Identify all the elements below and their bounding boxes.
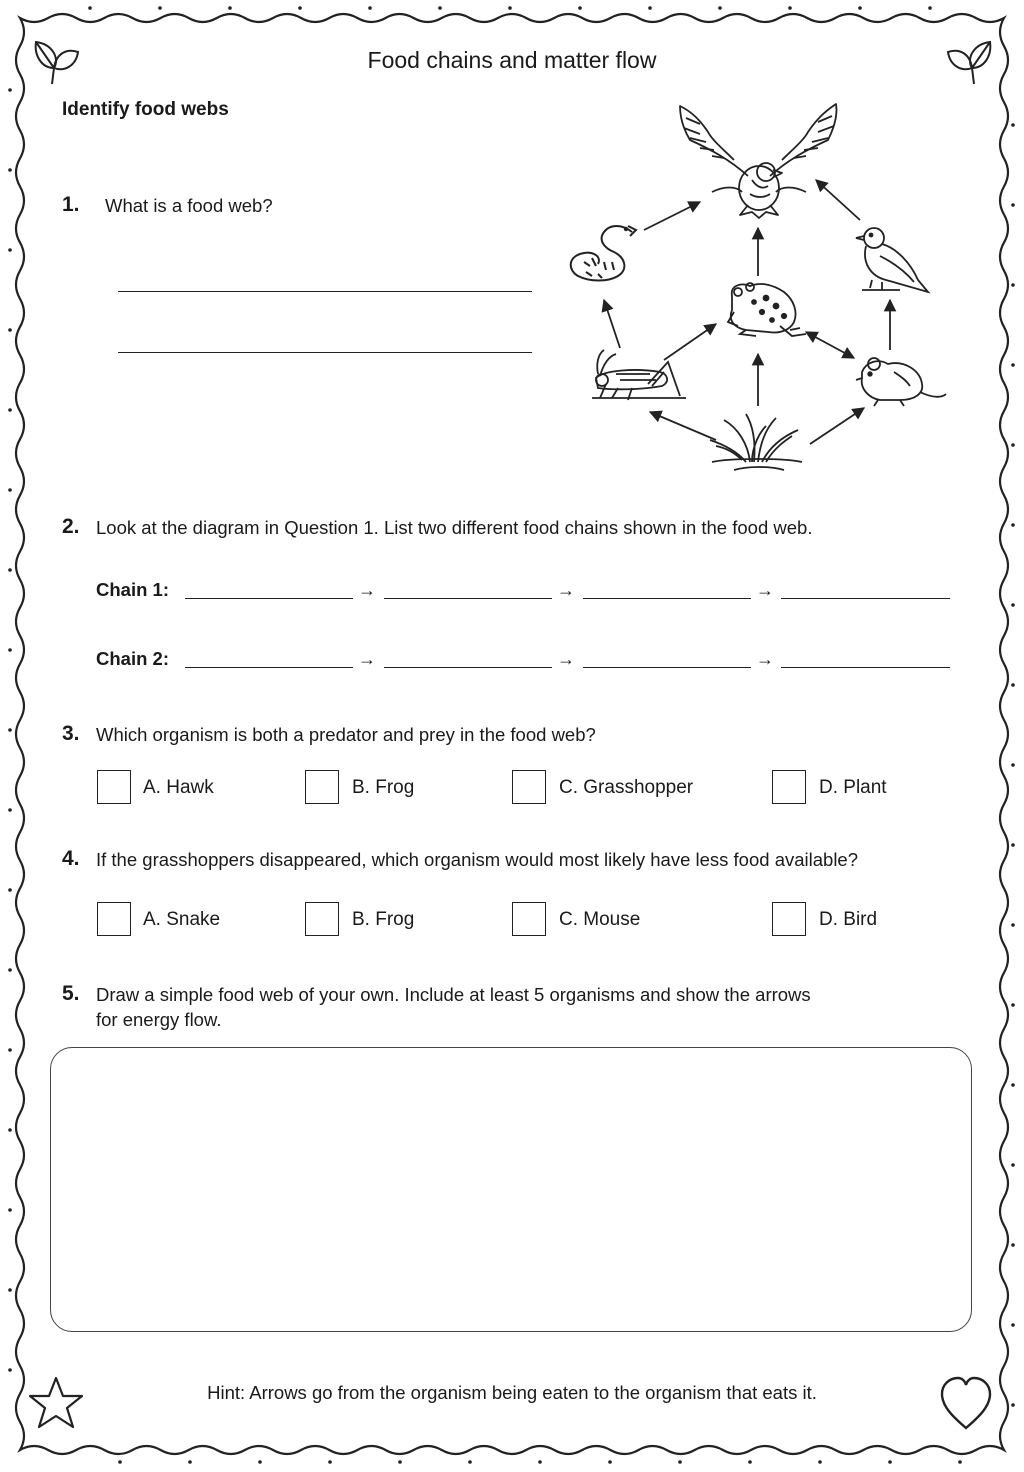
border-dot xyxy=(158,6,162,10)
question-4-text: If the grasshoppers disappeared, which organism would most likely have less food available? xyxy=(96,849,859,870)
border-dot xyxy=(1011,1243,1015,1247)
chain-1-blank[interactable] xyxy=(583,598,751,599)
border-dot xyxy=(1011,363,1015,367)
arrow-icon: → xyxy=(756,580,774,600)
border-dot xyxy=(718,6,722,10)
border-dot xyxy=(258,1460,262,1464)
option-checkbox[interactable] xyxy=(97,770,131,804)
option-checkbox[interactable] xyxy=(512,770,546,804)
border-dot xyxy=(188,1460,192,1464)
border-dot xyxy=(328,1460,332,1464)
border-dot xyxy=(1011,203,1015,207)
border-dot xyxy=(1011,523,1015,527)
question-1-text: What is a food web? xyxy=(105,195,273,216)
border-dot xyxy=(1011,603,1015,607)
border-dot xyxy=(578,6,582,10)
border-dot xyxy=(88,6,92,10)
option-mouse: C. Mouse xyxy=(559,909,641,930)
border-dot xyxy=(368,6,372,10)
border-dot xyxy=(1011,843,1015,847)
border-dot xyxy=(1011,683,1015,687)
border-dot xyxy=(8,568,12,572)
arrow-icon: → xyxy=(557,649,575,669)
border-dot xyxy=(1011,283,1015,287)
section-subtitle: Identify food webs xyxy=(62,99,229,120)
border-dot xyxy=(888,1460,892,1464)
option-frog: B. Frog xyxy=(352,777,415,798)
drawing-area[interactable] xyxy=(50,1047,972,1332)
chain-2-blank[interactable] xyxy=(781,667,950,668)
border-dot xyxy=(228,6,232,10)
chain-2-blank[interactable] xyxy=(185,667,353,668)
border-dot xyxy=(1011,123,1015,127)
option-snake: A. Snake xyxy=(143,909,221,930)
border-dot xyxy=(8,248,12,252)
border-dot xyxy=(928,6,932,10)
question-5-text-continued: for energy flow. xyxy=(96,1009,222,1030)
arrow-icon: → xyxy=(557,580,575,600)
question-2-text: Look at the diagram in Question 1. List two different food chains shown in the food web. xyxy=(96,517,813,538)
border-dot xyxy=(8,488,12,492)
border-dot xyxy=(608,1460,612,1464)
border-dot xyxy=(648,6,652,10)
border-dot xyxy=(118,1460,122,1464)
option-bird: D. Bird xyxy=(819,909,878,930)
border-dot xyxy=(748,1460,752,1464)
border-dot xyxy=(1011,1323,1015,1327)
border-dot xyxy=(8,968,12,972)
chain-1-blank[interactable] xyxy=(185,598,353,599)
border-dot xyxy=(438,6,442,10)
border-dot xyxy=(398,1460,402,1464)
option-checkbox[interactable] xyxy=(512,902,546,936)
question-3-number: 3. xyxy=(62,722,80,745)
option-checkbox[interactable] xyxy=(772,770,806,804)
answer-line[interactable] xyxy=(118,291,532,292)
border-dot xyxy=(8,328,12,332)
chain-2-blank[interactable] xyxy=(583,667,751,668)
border-dot xyxy=(1011,923,1015,927)
border-dot xyxy=(8,808,12,812)
question-3-text: Which organism is both a predator and prey in the food web? xyxy=(96,724,596,745)
border-dot xyxy=(1011,1083,1015,1087)
option-grasshopper: C. Grasshopper xyxy=(559,777,694,798)
hint-text: Hint: Arrows go from the organism being eaten to the organism that eats it. xyxy=(207,1382,817,1403)
option-checkbox[interactable] xyxy=(305,902,339,936)
page-title: Food chains and matter flow xyxy=(367,47,657,73)
border-dot xyxy=(8,648,12,652)
question-1-number: 1. xyxy=(62,193,80,216)
border-dot xyxy=(8,1048,12,1052)
answer-line[interactable] xyxy=(118,352,532,353)
border-dot xyxy=(8,1128,12,1132)
border-dot xyxy=(1011,1163,1015,1167)
border-dot xyxy=(8,168,12,172)
chain-2-blank[interactable] xyxy=(384,667,552,668)
option-frog: B. Frog xyxy=(352,909,415,930)
border-dot xyxy=(508,6,512,10)
border-dot xyxy=(1011,443,1015,447)
border-dot xyxy=(8,888,12,892)
arrow-icon: → xyxy=(358,580,376,600)
question-2-number: 2. xyxy=(62,515,80,538)
border-dot xyxy=(538,1460,542,1464)
border-dot xyxy=(818,1460,822,1464)
border-dot xyxy=(8,1288,12,1292)
option-checkbox[interactable] xyxy=(772,902,806,936)
border-dot xyxy=(8,88,12,92)
border-dot xyxy=(1011,763,1015,767)
chain-2-label: Chain 2: xyxy=(96,648,169,669)
chain-1-blank[interactable] xyxy=(781,598,950,599)
option-checkbox[interactable] xyxy=(97,902,131,936)
option-plant: D. Plant xyxy=(819,777,887,798)
chain-1-blank[interactable] xyxy=(384,598,552,599)
border-dot xyxy=(298,6,302,10)
border-dot xyxy=(678,1460,682,1464)
border-dot xyxy=(8,728,12,732)
border-dot xyxy=(468,1460,472,1464)
question-4-number: 4. xyxy=(62,847,80,870)
border-dot xyxy=(788,6,792,10)
arrow-icon: → xyxy=(358,649,376,669)
question-5-text: Draw a simple food web of your own. Include at least 5 organisms and show the arrows xyxy=(96,984,811,1005)
border-dot xyxy=(8,1368,12,1372)
chain-1-label: Chain 1: xyxy=(96,579,169,600)
border-dot xyxy=(8,1208,12,1212)
arrow-icon: → xyxy=(756,649,774,669)
option-checkbox[interactable] xyxy=(305,770,339,804)
border-dot xyxy=(858,6,862,10)
border-dot xyxy=(8,408,12,412)
border-dot xyxy=(958,1460,962,1464)
question-5-number: 5. xyxy=(62,982,80,1005)
border-dot xyxy=(1011,1003,1015,1007)
option-hawk: A. Hawk xyxy=(143,777,214,798)
